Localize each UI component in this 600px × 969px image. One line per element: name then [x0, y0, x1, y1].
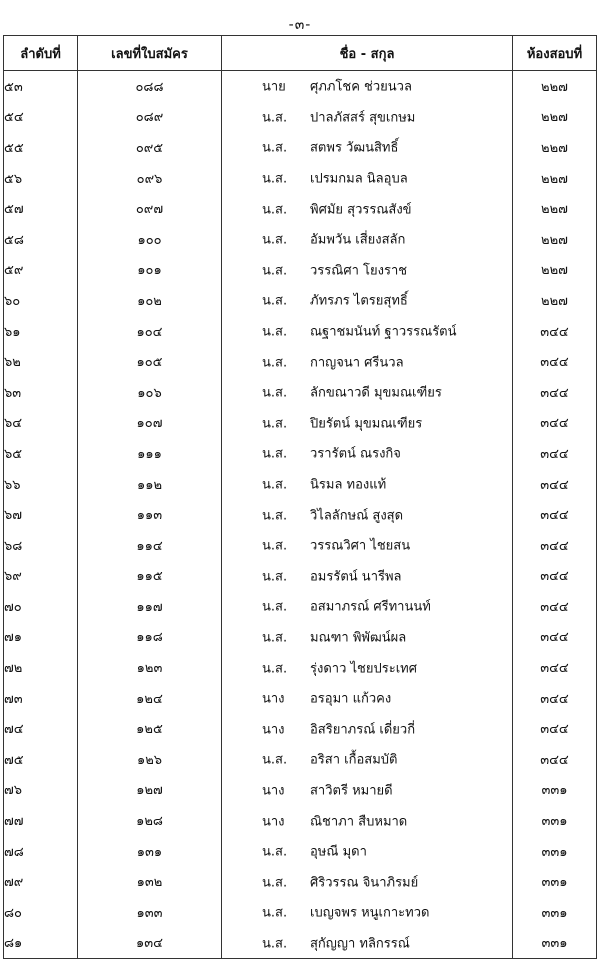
cell-seq: ๗๘: [4, 836, 78, 867]
name-title: น.ส.: [262, 110, 288, 126]
cell-application-no: ๑๒๖: [78, 744, 222, 775]
table-row: [4, 193, 597, 224]
cell-name: [222, 897, 513, 928]
cell-room: ๓๔๔: [513, 499, 597, 530]
cell-seq: ๕๔: [4, 102, 78, 133]
cell-application-no: ๑๑๔: [78, 530, 222, 561]
cell-seq: ๗๔: [4, 713, 78, 744]
table-row: [4, 775, 597, 806]
cell-room: ๓๓๑: [513, 805, 597, 836]
full-name: วรรณวิศา ไชยสน: [310, 538, 411, 554]
header-room: ห้องสอบที่: [513, 36, 597, 71]
cell-application-no: ๑๑๒: [78, 469, 222, 500]
cell-seq: ๖๔: [4, 408, 78, 439]
cell-seq: ๗๖: [4, 775, 78, 806]
cell-room: ๒๒๗: [513, 132, 597, 163]
table-row: [4, 683, 597, 714]
cell-seq: ๖๑: [4, 316, 78, 347]
cell-name: [222, 377, 513, 408]
cell-application-no: ๑๐๖: [78, 377, 222, 408]
cell-application-no: ๑๒๕: [78, 713, 222, 744]
cell-application-no: ๑๒๘: [78, 805, 222, 836]
name-title: น.ส.: [262, 355, 288, 371]
cell-seq: ๗๙: [4, 866, 78, 897]
full-name: ศิริวรรณ จินาภิรมย์: [310, 875, 419, 891]
cell-seq: ๖๗: [4, 499, 78, 530]
cell-name: [222, 193, 513, 224]
full-name: ปาลภัสสร์ สุขเกษม: [310, 110, 416, 126]
name-title: น.ส.: [262, 661, 288, 677]
full-name: ศุภภโชค ช่วยนวล: [310, 79, 412, 95]
name-title: น.ส.: [262, 905, 288, 921]
cell-room: ๓๓๑: [513, 897, 597, 928]
cell-application-no: ๑๓๓: [78, 897, 222, 928]
cell-name: [222, 805, 513, 836]
full-name: พิศมัย สุวรรณสังข์: [310, 202, 412, 218]
cell-room: ๓๔๔: [513, 561, 597, 592]
cell-room: ๓๔๔: [513, 377, 597, 408]
page-number: -๓-: [288, 17, 312, 33]
full-name: อุษณี มุดา: [310, 844, 367, 860]
name-title: น.ส.: [262, 752, 288, 768]
name-title: น.ส.: [262, 538, 288, 554]
cell-room: ๒๒๗: [513, 255, 597, 286]
cell-seq: ๕๖: [4, 163, 78, 194]
cell-name: [222, 408, 513, 439]
cell-seq: ๖๕: [4, 438, 78, 469]
name-title: น.ส.: [262, 844, 288, 860]
cell-seq: ๗๓: [4, 683, 78, 714]
cell-name: [222, 836, 513, 867]
cell-application-no: ๐๙๗: [78, 193, 222, 224]
cell-application-no: ๑๒๗: [78, 775, 222, 806]
full-name: วรารัตน์ ณรงกิจ: [310, 446, 401, 462]
cell-room: ๓๓๑: [513, 836, 597, 867]
cell-name: [222, 469, 513, 500]
full-name: กาญจนา ศรีนวล: [310, 355, 404, 371]
table-row: [4, 469, 597, 500]
cell-name: [222, 132, 513, 163]
cell-name: [222, 683, 513, 714]
table-row: [4, 132, 597, 163]
cell-name: [222, 285, 513, 316]
name-title: น.ส.: [262, 324, 288, 340]
cell-application-no: ๑๐๒: [78, 285, 222, 316]
cell-name: [222, 438, 513, 469]
candidate-table: [3, 35, 597, 959]
name-title: นาง: [262, 722, 285, 738]
full-name: ภัทรภร ไตรยสุทธิ์: [310, 293, 408, 309]
table-row: [4, 285, 597, 316]
cell-seq: ๘๑: [4, 928, 78, 959]
cell-name: [222, 744, 513, 775]
full-name: รุ่งดาว ไชยประเทศ: [310, 661, 417, 677]
cell-room: ๒๒๗: [513, 193, 597, 224]
name-title: น.ส.: [262, 171, 288, 187]
table-row: [4, 102, 597, 133]
cell-seq: ๖๒: [4, 346, 78, 377]
cell-room: ๓๔๔: [513, 530, 597, 561]
cell-application-no: ๑๑๓: [78, 499, 222, 530]
table-row: [4, 71, 597, 102]
table-row: [4, 438, 597, 469]
cell-name: [222, 928, 513, 959]
cell-application-no: ๑๑๑: [78, 438, 222, 469]
name-title: น.ส.: [262, 875, 288, 891]
cell-room: ๓๓๑: [513, 775, 597, 806]
full-name: เปรมกมล นิลอุบล: [310, 171, 408, 187]
table-row: [4, 224, 597, 255]
cell-name: [222, 346, 513, 377]
table-row: [4, 652, 597, 683]
cell-room: ๓๓๑: [513, 928, 597, 959]
table-row: [4, 316, 597, 347]
cell-room: ๓๔๔: [513, 744, 597, 775]
table-header-row: [4, 36, 597, 71]
table-row: [4, 530, 597, 561]
cell-room: ๒๒๗: [513, 102, 597, 133]
name-title: น.ส.: [262, 630, 288, 646]
full-name: ณฐาชมนันท์ ฐาวรรณรัตน์: [310, 324, 457, 340]
name-title: น.ส.: [262, 446, 288, 462]
cell-name: [222, 652, 513, 683]
table-row: [4, 928, 597, 959]
cell-seq: ๕๓: [4, 71, 78, 102]
cell-name: [222, 866, 513, 897]
cell-application-no: ๑๐๔: [78, 316, 222, 347]
cell-name: [222, 775, 513, 806]
cell-seq: ๖๐: [4, 285, 78, 316]
name-title: น.ส.: [262, 385, 288, 401]
cell-seq: ๘๐: [4, 897, 78, 928]
full-name: ปิยรัตน์ มุขมณเฑียร: [310, 416, 423, 432]
name-title: น.ส.: [262, 416, 288, 432]
header-application-no: เลขที่ใบสมัคร: [78, 36, 222, 71]
header-name: ชื่อ - สกุล: [222, 36, 513, 71]
full-name: อิสริยาภรณ์ เดี่ยวกี่: [310, 722, 416, 738]
cell-seq: ๕๙: [4, 255, 78, 286]
name-title: น.ส.: [262, 263, 288, 279]
table-row: [4, 499, 597, 530]
cell-application-no: ๐๘๘: [78, 71, 222, 102]
full-name: ลักขณาวดี มุขมณเฑียร: [310, 385, 442, 401]
name-title: น.ส.: [262, 232, 288, 248]
cell-room: ๓๔๔: [513, 713, 597, 744]
cell-name: [222, 316, 513, 347]
cell-application-no: ๐๙๕: [78, 132, 222, 163]
table-row: [4, 744, 597, 775]
cell-room: ๓๔๔: [513, 652, 597, 683]
cell-application-no: ๑๒๓: [78, 652, 222, 683]
cell-seq: ๖๖: [4, 469, 78, 500]
table-row: [4, 713, 597, 744]
cell-name: [222, 102, 513, 133]
cell-room: ๒๒๗: [513, 71, 597, 102]
table-row: [4, 805, 597, 836]
cell-seq: ๗๐: [4, 591, 78, 622]
cell-room: ๒๒๗: [513, 163, 597, 194]
header-seq: ลำดับที่: [4, 36, 78, 71]
cell-name: [222, 530, 513, 561]
table-row: [4, 836, 597, 867]
table-row: [4, 255, 597, 286]
table-row: [4, 163, 597, 194]
name-title: นาง: [262, 814, 285, 830]
cell-application-no: ๑๓๑: [78, 836, 222, 867]
full-name: สตพร วัฒนสิทธิ์: [310, 140, 399, 156]
full-name: สุกัญญา ทลิกรรณ์: [310, 936, 410, 952]
cell-seq: ๗๒: [4, 652, 78, 683]
cell-seq: ๕๗: [4, 193, 78, 224]
cell-application-no: ๐๙๖: [78, 163, 222, 194]
cell-name: [222, 622, 513, 653]
full-name: มณฑา พิพัฒน์ผล: [310, 630, 407, 646]
cell-application-no: ๑๐๑: [78, 255, 222, 286]
cell-room: ๓๓๑: [513, 866, 597, 897]
name-title: นาง: [262, 691, 285, 707]
cell-room: ๒๒๗: [513, 224, 597, 255]
table-row: [4, 866, 597, 897]
cell-name: [222, 255, 513, 286]
cell-name: [222, 71, 513, 102]
cell-name: [222, 224, 513, 255]
cell-room: ๓๔๔: [513, 683, 597, 714]
cell-application-no: ๑๑๗: [78, 591, 222, 622]
full-name: อมรรัตน์ นารีพล: [310, 569, 402, 585]
cell-seq: ๕๕: [4, 132, 78, 163]
cell-application-no: ๐๘๙: [78, 102, 222, 133]
table-body: [4, 71, 597, 959]
table-row: [4, 346, 597, 377]
name-title: น.ส.: [262, 936, 288, 952]
cell-room: ๓๔๔: [513, 591, 597, 622]
table-row: [4, 897, 597, 928]
name-title: น.ส.: [262, 140, 288, 156]
cell-room: ๓๔๔: [513, 408, 597, 439]
name-title: นาย: [262, 79, 286, 95]
table-row: [4, 408, 597, 439]
cell-seq: ๗๗: [4, 805, 78, 836]
cell-application-no: ๑๓๒: [78, 866, 222, 897]
full-name: ณิชาภา สืบหมาด: [310, 814, 408, 830]
table-row: [4, 561, 597, 592]
cell-room: ๓๔๔: [513, 316, 597, 347]
cell-room: ๓๔๔: [513, 438, 597, 469]
cell-application-no: ๑๐๗: [78, 408, 222, 439]
cell-room: ๓๔๔: [513, 346, 597, 377]
full-name: อริสา เกื้อสมบัติ: [310, 752, 398, 768]
name-title: น.ส.: [262, 508, 288, 524]
cell-room: ๓๔๔: [513, 469, 597, 500]
cell-seq: ๖๓: [4, 377, 78, 408]
cell-seq: ๖๘: [4, 530, 78, 561]
full-name: อสมาภรณ์ ศรีทานนท์: [310, 599, 431, 615]
name-title: น.ส.: [262, 599, 288, 615]
full-name: อรอุมา แก้วคง: [310, 691, 392, 707]
cell-name: [222, 591, 513, 622]
full-name: วรรณิศา โยงราช: [310, 263, 408, 279]
full-name: วิไลลักษณ์ สูงสุด: [310, 508, 404, 524]
cell-name: [222, 499, 513, 530]
cell-application-no: ๑๒๔: [78, 683, 222, 714]
table-row: [4, 591, 597, 622]
full-name: นิรมล ทองแท้: [310, 477, 387, 493]
cell-seq: ๗๕: [4, 744, 78, 775]
name-title: นาง: [262, 783, 285, 799]
cell-name: [222, 713, 513, 744]
cell-name: [222, 163, 513, 194]
cell-application-no: ๑๐๐: [78, 224, 222, 255]
name-title: น.ส.: [262, 477, 288, 493]
full-name: อัมพวัน เสี่ยงสลัก: [310, 232, 406, 248]
name-title: น.ส.: [262, 202, 288, 218]
full-name: สาวิตรี หมายดี: [310, 783, 393, 799]
cell-application-no: ๑๓๔: [78, 928, 222, 959]
cell-application-no: ๑๑๕: [78, 561, 222, 592]
cell-application-no: ๑๑๘: [78, 622, 222, 653]
cell-room: ๒๒๗: [513, 285, 597, 316]
cell-application-no: ๑๐๕: [78, 346, 222, 377]
name-title: น.ส.: [262, 293, 288, 309]
name-title: น.ส.: [262, 569, 288, 585]
cell-seq: ๕๘: [4, 224, 78, 255]
cell-room: ๓๔๔: [513, 622, 597, 653]
full-name: เบญจพร หนูเกาะทวด: [310, 905, 430, 921]
table-row: [4, 622, 597, 653]
cell-seq: ๖๙: [4, 561, 78, 592]
cell-name: [222, 561, 513, 592]
cell-seq: ๗๑: [4, 622, 78, 653]
table-row: [4, 377, 597, 408]
